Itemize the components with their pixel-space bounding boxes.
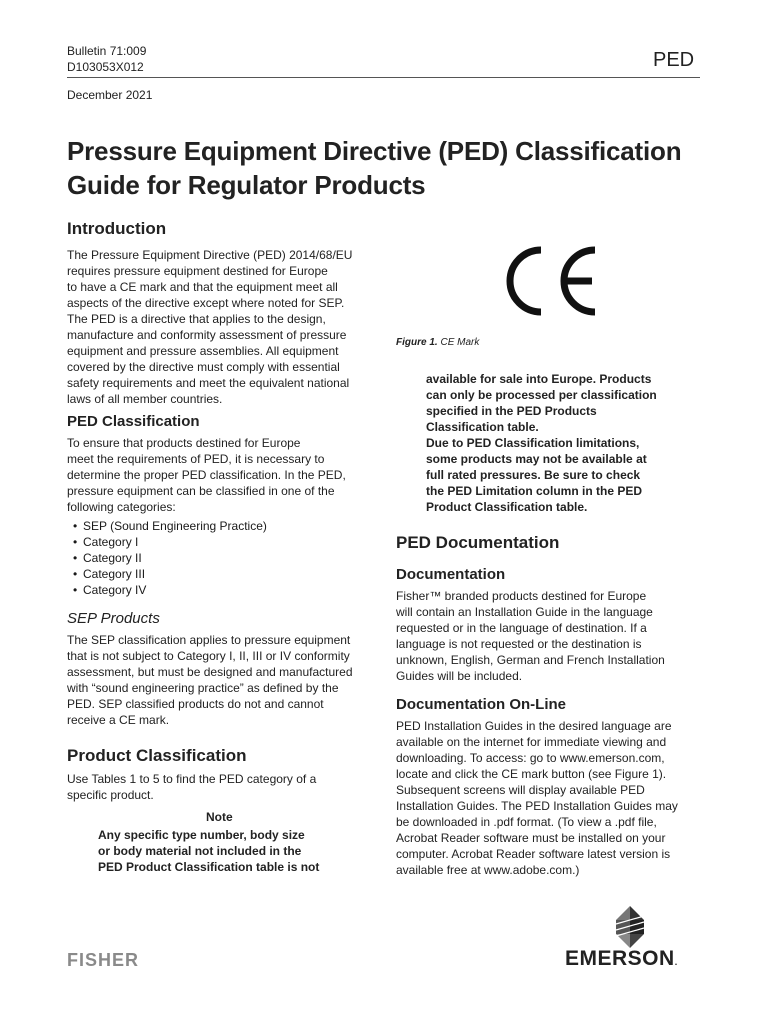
- list-item: • Category II: [67, 550, 387, 566]
- note-text: Any specific type number, body size or body material not included in the PED Product Classification table is not: [98, 828, 320, 874]
- list-item: • Category III: [67, 566, 387, 582]
- introduction-heading: Introduction: [67, 219, 167, 238]
- sep-products-text: The SEP classification applies to pressure equipment that is not subject to Category I, II, III or IV conformity assessment, but must be designed and manufactured with “sound engineering practice” as defined by the PED. SEP classified products do not and cannot receive a CE mark.: [67, 633, 353, 727]
- introduction-text: The Pressure Equipment Directive (PED) 2014/68/EU requires pressure equipment destined for Europe to have a CE mark and that the equipment meet all aspects of the directive except where noted for SEP. The PED is a directive that applies to the design, manufacture and conformity assessment of pressure equipment and pressure assemblies. All equipment covered by the directive must comply with essential safety requirements and meet the equivalent national laws of all member countries.: [67, 248, 353, 406]
- documentation-heading: Documentation: [396, 566, 506, 583]
- document-number: D103053X012: [67, 60, 144, 74]
- figure-caption: Figure 1. CE Mark: [396, 337, 480, 348]
- document-date: December 2021: [67, 88, 153, 102]
- category-list: [67, 518, 387, 598]
- header-tag: PED: [653, 49, 695, 71]
- documentation-online-text: PED Installation Guides in the desired language are available on the internet for immediate viewing and downloading. To access: go to www.emerson.com, locate and click the CE mark button (see Figure 1). Subsequent screens will display available PED Installation Guides. The PED Installation Guides may be downloaded in .pdf format. (To view a .pdf file, Acrobat Reader software must be installed on your computer. Acrobat Reader software latest version is available free at www.adobe.com.): [396, 719, 678, 877]
- emerson-logo: EMERSON.: [565, 947, 678, 970]
- ce-mark-icon: [494, 242, 604, 320]
- product-classification-text: Use Tables 1 to 5 to find the PED category of a specific product.: [67, 772, 317, 802]
- ped-classification-heading: PED Classification: [67, 413, 200, 430]
- list-item: • SEP (Sound Engineering Practice): [67, 518, 387, 534]
- ped-classification-text: To ensure that products destined for Europe meet the requirements of PED, it is necessary to determine the proper PED classification. In the PED, pressure equipment can be classified in one of the following categories:: [67, 436, 346, 514]
- emerson-logo-mark: [612, 906, 648, 948]
- list-item: • Category IV: [67, 582, 387, 598]
- note-continued-text: available for sale into Europe. Products can only be processed per classification specified in the PED Products Classification table.: [426, 372, 657, 434]
- ped-documentation-heading: PED Documentation: [396, 533, 560, 552]
- bulletin-number: Bulletin 71:009: [67, 44, 147, 58]
- fisher-logo: FISHER: [67, 950, 140, 970]
- documentation-online-heading: Documentation On-Line: [396, 696, 566, 713]
- ped-limitation-note: Due to PED Classification limitations, some products may not be available at full rated pressures. Be sure to check the PED Limitation column in the PED Product Classification table.: [426, 436, 647, 514]
- page-title: Pressure Equipment Directive (PED) Classification Guide for Regulator Products: [67, 136, 682, 200]
- ce-mark-figure: [494, 242, 604, 320]
- product-classification-heading: Product Classification: [67, 746, 247, 765]
- sep-products-heading: SEP Products: [67, 610, 160, 627]
- note-label: Note: [206, 810, 233, 824]
- header-rule: [67, 77, 700, 78]
- documentation-text: Fisher™ branded products destined for Europe will contain an Installation Guide in the language requested or in the language of destination. If a language is not requested or the destination is unknown, English, German and French Installation Guides will be included.: [396, 589, 665, 683]
- emerson-diamond-icon: [612, 906, 648, 948]
- list-item: • Category I: [67, 534, 387, 550]
